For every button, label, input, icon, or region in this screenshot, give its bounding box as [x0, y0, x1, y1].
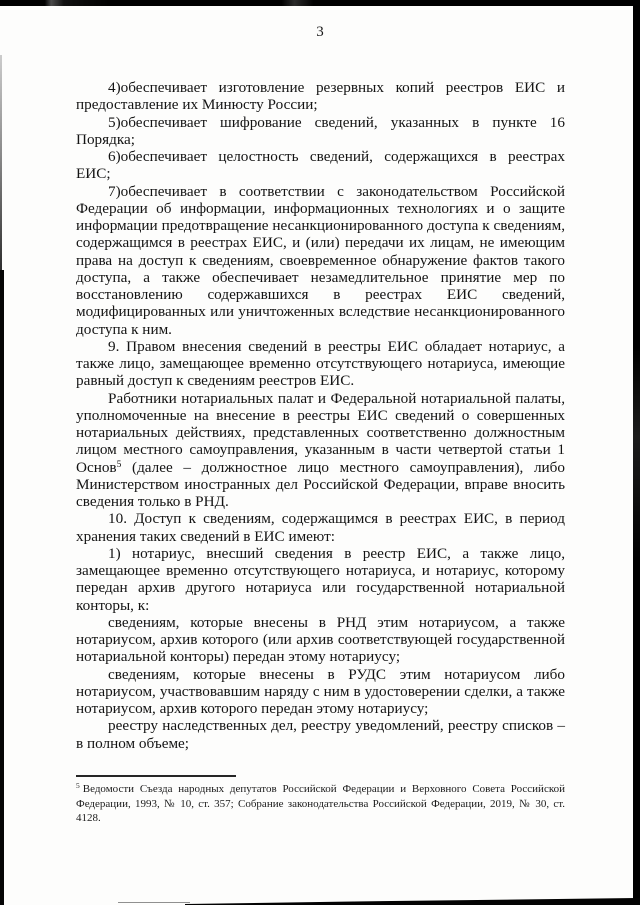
page-number: 3: [316, 24, 324, 40]
paragraph-ruds-access: сведениям, которые внесены в РУДС этим нотариусом либо нотариусом, участвовавшим наряду с ним в удостоверении сделки, а также нотариусом, архив которого передан этому нотариусу;: [76, 665, 565, 717]
footnote: [76, 782, 565, 826]
paragraph-rnd-access: сведениям, которые внесены в РНД этим нотариусом, а также нотариусом, архив которого (или архив соответствующей государственной нотариальной конторы) передан этому нотариусу;: [76, 613, 565, 666]
scan-edge-bottom: [185, 897, 640, 905]
paragraph-item-6: 6)обеспечивает целостность сведений, содержащихся в реестрах ЕИС;: [76, 148, 565, 183]
paragraph-chamber-staff: [76, 390, 565, 511]
paragraph-text-after-ref: (далее – должностное лицо местного самоуправления), либо Министерством иностранных дел Российской Федерации, вправе вносить сведения только в РНД.: [76, 458, 565, 510]
paragraph-registries: реестру наследственных дел, реестру уведомлений, реестру списков – в полном объеме;: [76, 717, 565, 752]
paragraph-item-7: 7)обеспечивает в соответствии с законодательством Российской Федерации об информации, информационных технологиях и о защите информации предотвращение несанкционированного доступа к сведениям, содержащимся в реестрах ЕИС, и (или) передачи их лицам, не имеющим права на доступ к сведениям, своевременное обнаружение фактов такого доступа, а также обеспечивает незамедлительное принятие мер по восстановлению содержавшихся в реестрах ЕИС сведений, модифицированных или уничтоженных вследствие несанкционированного доступа к ним.: [76, 182, 565, 338]
paragraph-subitem-1: 1) нотариус, внесший сведения в реестр ЕИС, а также лицо, замещающее временно отсутствующего нотариуса, и нотариус, которому передан архив другого нотариуса или государственной нотариальной конторы, к:: [76, 544, 565, 614]
paragraph-clause-9: 9. Правом внесения сведений в реестры ЕИС обладает нотариус, а также лицо, замещающее временно отсутствующего нотариуса, имеющие равный доступ к сведениям реестров ЕИС.: [76, 337, 565, 390]
scan-edge-left-upper: [0, 55, 2, 275]
paragraph-clause-10: 10. Доступ к сведениям, содержащимся в реестрах ЕИС, в период хранения таких сведений в ЕИС имеют:: [76, 510, 565, 545]
paragraph-item-4: 4)обеспечивает изготовление резервных копий реестров ЕИС и предоставление их Минюсту России;: [76, 79, 565, 114]
document-text: [76, 79, 565, 752]
footnote-separator: [76, 775, 236, 777]
footnote-text: Ведомости Съезда народных депутатов Российской Федерации и Верховного Совета Российской Федерации, 1993, № 10, ст. 357; Собрание законодательства Российской Федерации, 2019, № 30, ст. 4128.: [76, 783, 565, 824]
scan-edge-bottom-faint: [118, 902, 190, 903]
paragraph-text-before-ref: Работники нотариальных палат и Федеральной нотариальной палаты, уполномоченные на внесение в реестры ЕИС сведений о совершенных нотариальных действиях, представленных соответственно должностным лицом местного самоуправления, указанным в части четвертой статьи 1 Основ: [76, 389, 565, 476]
paragraph-item-5: 5)обеспечивает шифрование сведений, указанных в пункте 16 Порядка;: [76, 113, 565, 148]
scan-edge-left-lower: [0, 270, 4, 905]
scan-edge-right: [633, 5, 640, 905]
scan-edge-top: [0, 0, 640, 6]
footnote-ref: 5: [116, 459, 122, 470]
footnote-marker: 5: [76, 781, 80, 790]
